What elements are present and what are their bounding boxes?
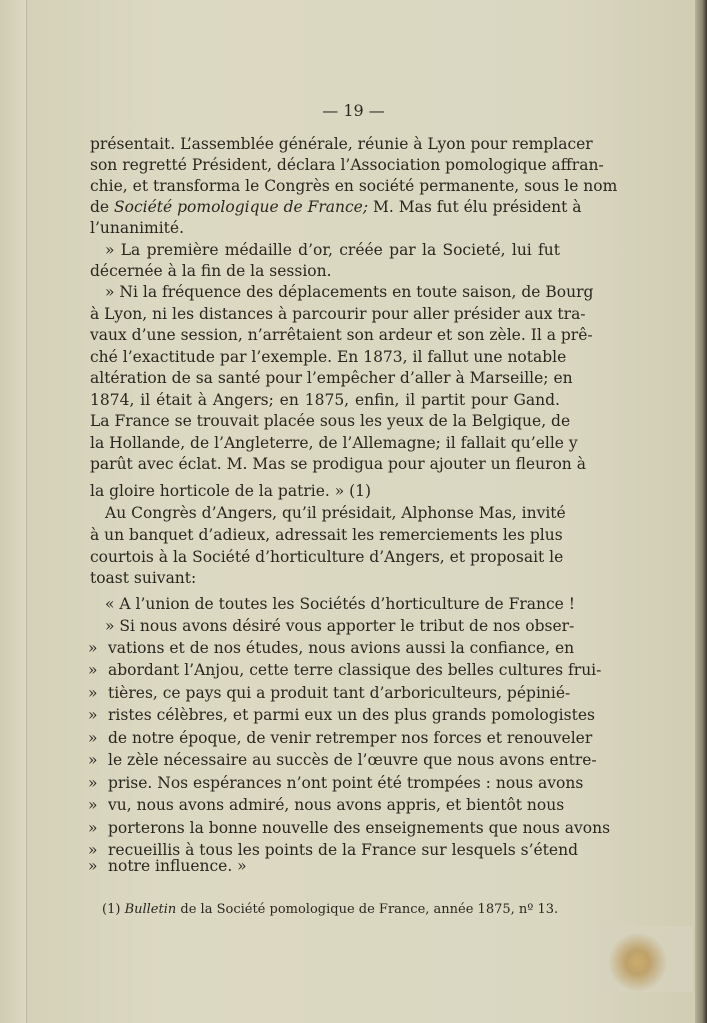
line-text: vations et de nos études, nous avions aussi la confiance, en (108, 639, 575, 657)
text-line (90, 197, 582, 217)
quote-mark: » (88, 841, 98, 859)
text-line (90, 454, 586, 474)
quote-mark: » (88, 796, 98, 814)
line-text: porterons la bonne nouvelle des enseignements que nous avons (108, 819, 611, 837)
text-line (90, 282, 594, 302)
quote-mark: » (88, 774, 98, 792)
text-line (88, 683, 571, 703)
text-line (88, 750, 597, 770)
line-text: vaux d’une session, n’arrêtaient son ardeur et son zèle. Il a prê- (90, 326, 593, 344)
text-line (90, 568, 560, 588)
thumbnail-overlay (601, 926, 693, 992)
adjacent-page-edge (0, 0, 27, 1023)
quote-mark: » (88, 639, 98, 657)
footnote-text: de la Société pomologique de France, année 1875, nº 13. (176, 902, 559, 917)
quote-mark: » (88, 819, 98, 837)
text-line (88, 818, 611, 838)
line-text: 1874, il était à Angers; en 1875, enfin, il partit pour Gand. (90, 391, 560, 409)
line-text: de Société pomologique de France; M. Mas fut élu président à (90, 198, 582, 216)
quote-mark: » (88, 729, 98, 747)
line-text: vu, nous avons admiré, nous avons appris, et bientôt nous (108, 796, 565, 814)
text-line (90, 481, 560, 501)
line-text: altération de sa santé pour l’empêcher d’aller à Marseille; en (90, 369, 573, 387)
line-text: présentait. L’assemblée générale, réunie à Lyon pour remplacer (90, 135, 593, 153)
text-line (90, 368, 573, 388)
line-text: notre influence. » (108, 857, 247, 875)
text-line (88, 638, 575, 658)
line-text: « A l’union de toutes les Sociétés d’horticulture de France ! (105, 595, 576, 613)
line-text: » Si nous avons désiré vous apporter le tribut de nos obser- (105, 617, 575, 635)
text-line (90, 155, 604, 175)
text-line (88, 660, 602, 680)
line-text: décernée à la fin de la session. (90, 262, 332, 280)
line-text: abordant l’Anjou, cette terre classique des belles cultures frui- (108, 661, 602, 679)
text-line (88, 856, 560, 876)
quote-mark: » (88, 857, 98, 875)
text-line (90, 304, 586, 324)
text-line (90, 218, 560, 238)
page-edge-shadow (695, 0, 707, 1023)
text-line (90, 503, 566, 523)
text-line (90, 594, 576, 614)
line-text: toast suivant: (90, 569, 197, 587)
text-line (90, 525, 563, 545)
text-line (90, 325, 593, 345)
quote-mark: » (88, 684, 98, 702)
line-text: tières, ce pays qui a produit tant d’arboriculteurs, pépinié- (108, 684, 571, 702)
line-text: La France se trouvait placée sous les yeux de la Belgique, de (90, 412, 571, 430)
page-number: — 19 — (322, 101, 385, 120)
line-text: son regretté Président, déclara l’Association pomologique affran- (90, 156, 604, 174)
text-line (88, 773, 584, 793)
quote-mark: » (88, 706, 98, 724)
line-text: ristes célèbres, et parmi eux un des plus grands pomologistes (108, 706, 595, 724)
line-text: Au Congrès d’Angers, qu’il présidait, Alphonse Mas, invité (105, 504, 566, 522)
text-line (88, 705, 595, 725)
text-line (90, 547, 564, 567)
text-line (90, 134, 593, 154)
text-line (90, 616, 575, 636)
text-line (90, 347, 567, 367)
text-line (88, 795, 565, 815)
footnote-marker: (1) (102, 902, 121, 917)
line-text: courtois à la Société d’horticulture d’Angers, et proposait le (90, 548, 564, 566)
line-text: parût avec éclat. M. Mas se prodigua pour ajouter un fleuron à (90, 455, 586, 473)
line-text: à Lyon, ni les distances à parcourir pour aller présider aux tra- (90, 305, 586, 323)
line-text: l’unanimité. (90, 219, 185, 237)
line-text: à un banquet d’adieux, adressait les remerciements les plus (90, 526, 563, 544)
text-line (90, 176, 618, 196)
line-text: la gloire horticole de la patrie. » (1) (90, 482, 372, 500)
italic-title: Société pomologique de France; (114, 198, 369, 216)
text-line (90, 240, 560, 260)
line-text: de notre époque, de venir retremper nos forces et renouveler (108, 729, 593, 747)
line-text: ché l’exactitude par l’exemple. En 1873, il fallut une notable (90, 348, 567, 366)
line-text: recueillis à tous les points de la France sur lesquels s’étend (108, 841, 578, 859)
text-line (90, 411, 571, 431)
line-text: chie, et transforma le Congrès en société permanente, sous le nom (90, 177, 618, 195)
text-line (88, 728, 593, 748)
line-text: » Ni la fréquence des déplacements en toute saison, de Bourg (105, 283, 594, 301)
text-line (90, 261, 560, 281)
line-text: » La première médaille d’or, créée par la Societé, lui fut (105, 241, 560, 259)
text-line (90, 433, 578, 453)
footnote-title: Bulletin (124, 902, 177, 917)
line-text: prise. Nos espérances n’ont point été trompées : nous avons (108, 774, 584, 792)
line-text: le zèle nécessaire au succès de l’œuvre que nous avons entre- (108, 751, 597, 769)
line-text: la Hollande, de l’Angleterre, de l’Allemagne; il fallait qu’elle y (90, 434, 578, 452)
text-line (90, 390, 560, 410)
quote-mark: » (88, 751, 98, 769)
quote-mark: » (88, 661, 98, 679)
footnote (102, 902, 558, 917)
